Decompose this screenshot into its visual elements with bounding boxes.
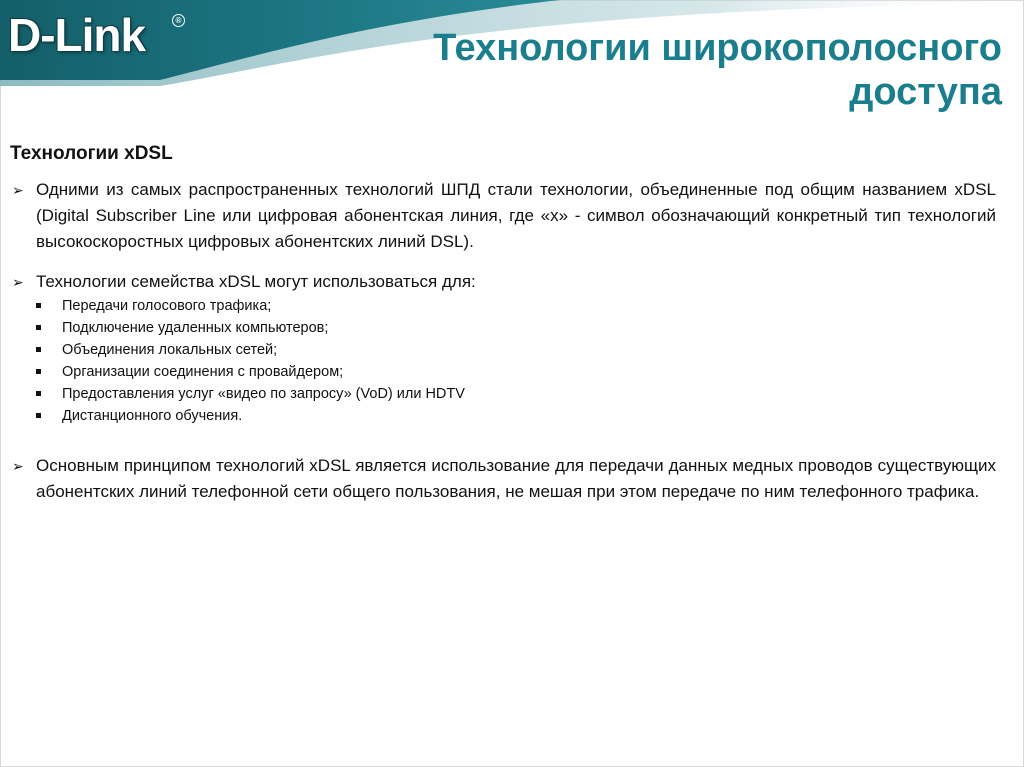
list-item: Предоставления услуг «видео по запросу» (VoD) или HDTV bbox=[36, 383, 996, 405]
dlink-logo: D-Link bbox=[8, 9, 146, 61]
square-bullet-icon bbox=[36, 325, 41, 330]
content-body bbox=[12, 177, 996, 505]
list-item: Организации соединения с провайдером; bbox=[36, 361, 996, 383]
list-item: Передачи голосового трафика; bbox=[36, 295, 996, 317]
list-item: Дистанционного обучения. bbox=[36, 405, 996, 427]
bullet-point-1 bbox=[12, 177, 996, 255]
bullet-point-2 bbox=[12, 269, 996, 295]
slide-title-line-2: доступа bbox=[849, 71, 1002, 113]
arrow-bullet-icon: ➢ bbox=[12, 182, 24, 198]
slide-title bbox=[342, 26, 1002, 114]
section-heading: Технологии xDSL bbox=[10, 143, 173, 164]
bullet-point-3 bbox=[12, 453, 996, 505]
usage-list bbox=[12, 295, 996, 427]
square-bullet-icon bbox=[36, 303, 41, 308]
slide-title-line-1: Технологии широкополосного bbox=[433, 27, 1002, 69]
bullet-point-text: Основным принципом технологий xDSL является использование для передачи данных медных проводов существующих абонентских линий телефонной сети общего пользования, не мешая при этом передаче по ним телефонного трафика. bbox=[36, 456, 996, 501]
square-bullet-icon bbox=[36, 391, 41, 396]
arrow-bullet-icon: ➢ bbox=[12, 458, 24, 474]
bullet-point-text: Одними из самых распространенных технологий ШПД стали технологии, объединенные под общим названием xDSL (Digital Subscriber Line или цифровая абонентская линия, где «х» - символ обозначающий конкретный тип технологий высокоскоростных цифровых абонентских линий DSL). bbox=[36, 180, 996, 251]
arrow-bullet-icon: ➢ bbox=[12, 274, 24, 290]
bullet-point-text: Технологии семейства xDSL могут использоваться для: bbox=[36, 272, 476, 291]
list-item: Объединения локальных сетей; bbox=[36, 339, 996, 361]
list-item: Подключение удаленных компьютеров; bbox=[36, 317, 996, 339]
square-bullet-icon bbox=[36, 369, 41, 374]
square-bullet-icon bbox=[36, 413, 41, 418]
registered-mark-icon: ® bbox=[172, 14, 185, 27]
square-bullet-icon bbox=[36, 347, 41, 352]
